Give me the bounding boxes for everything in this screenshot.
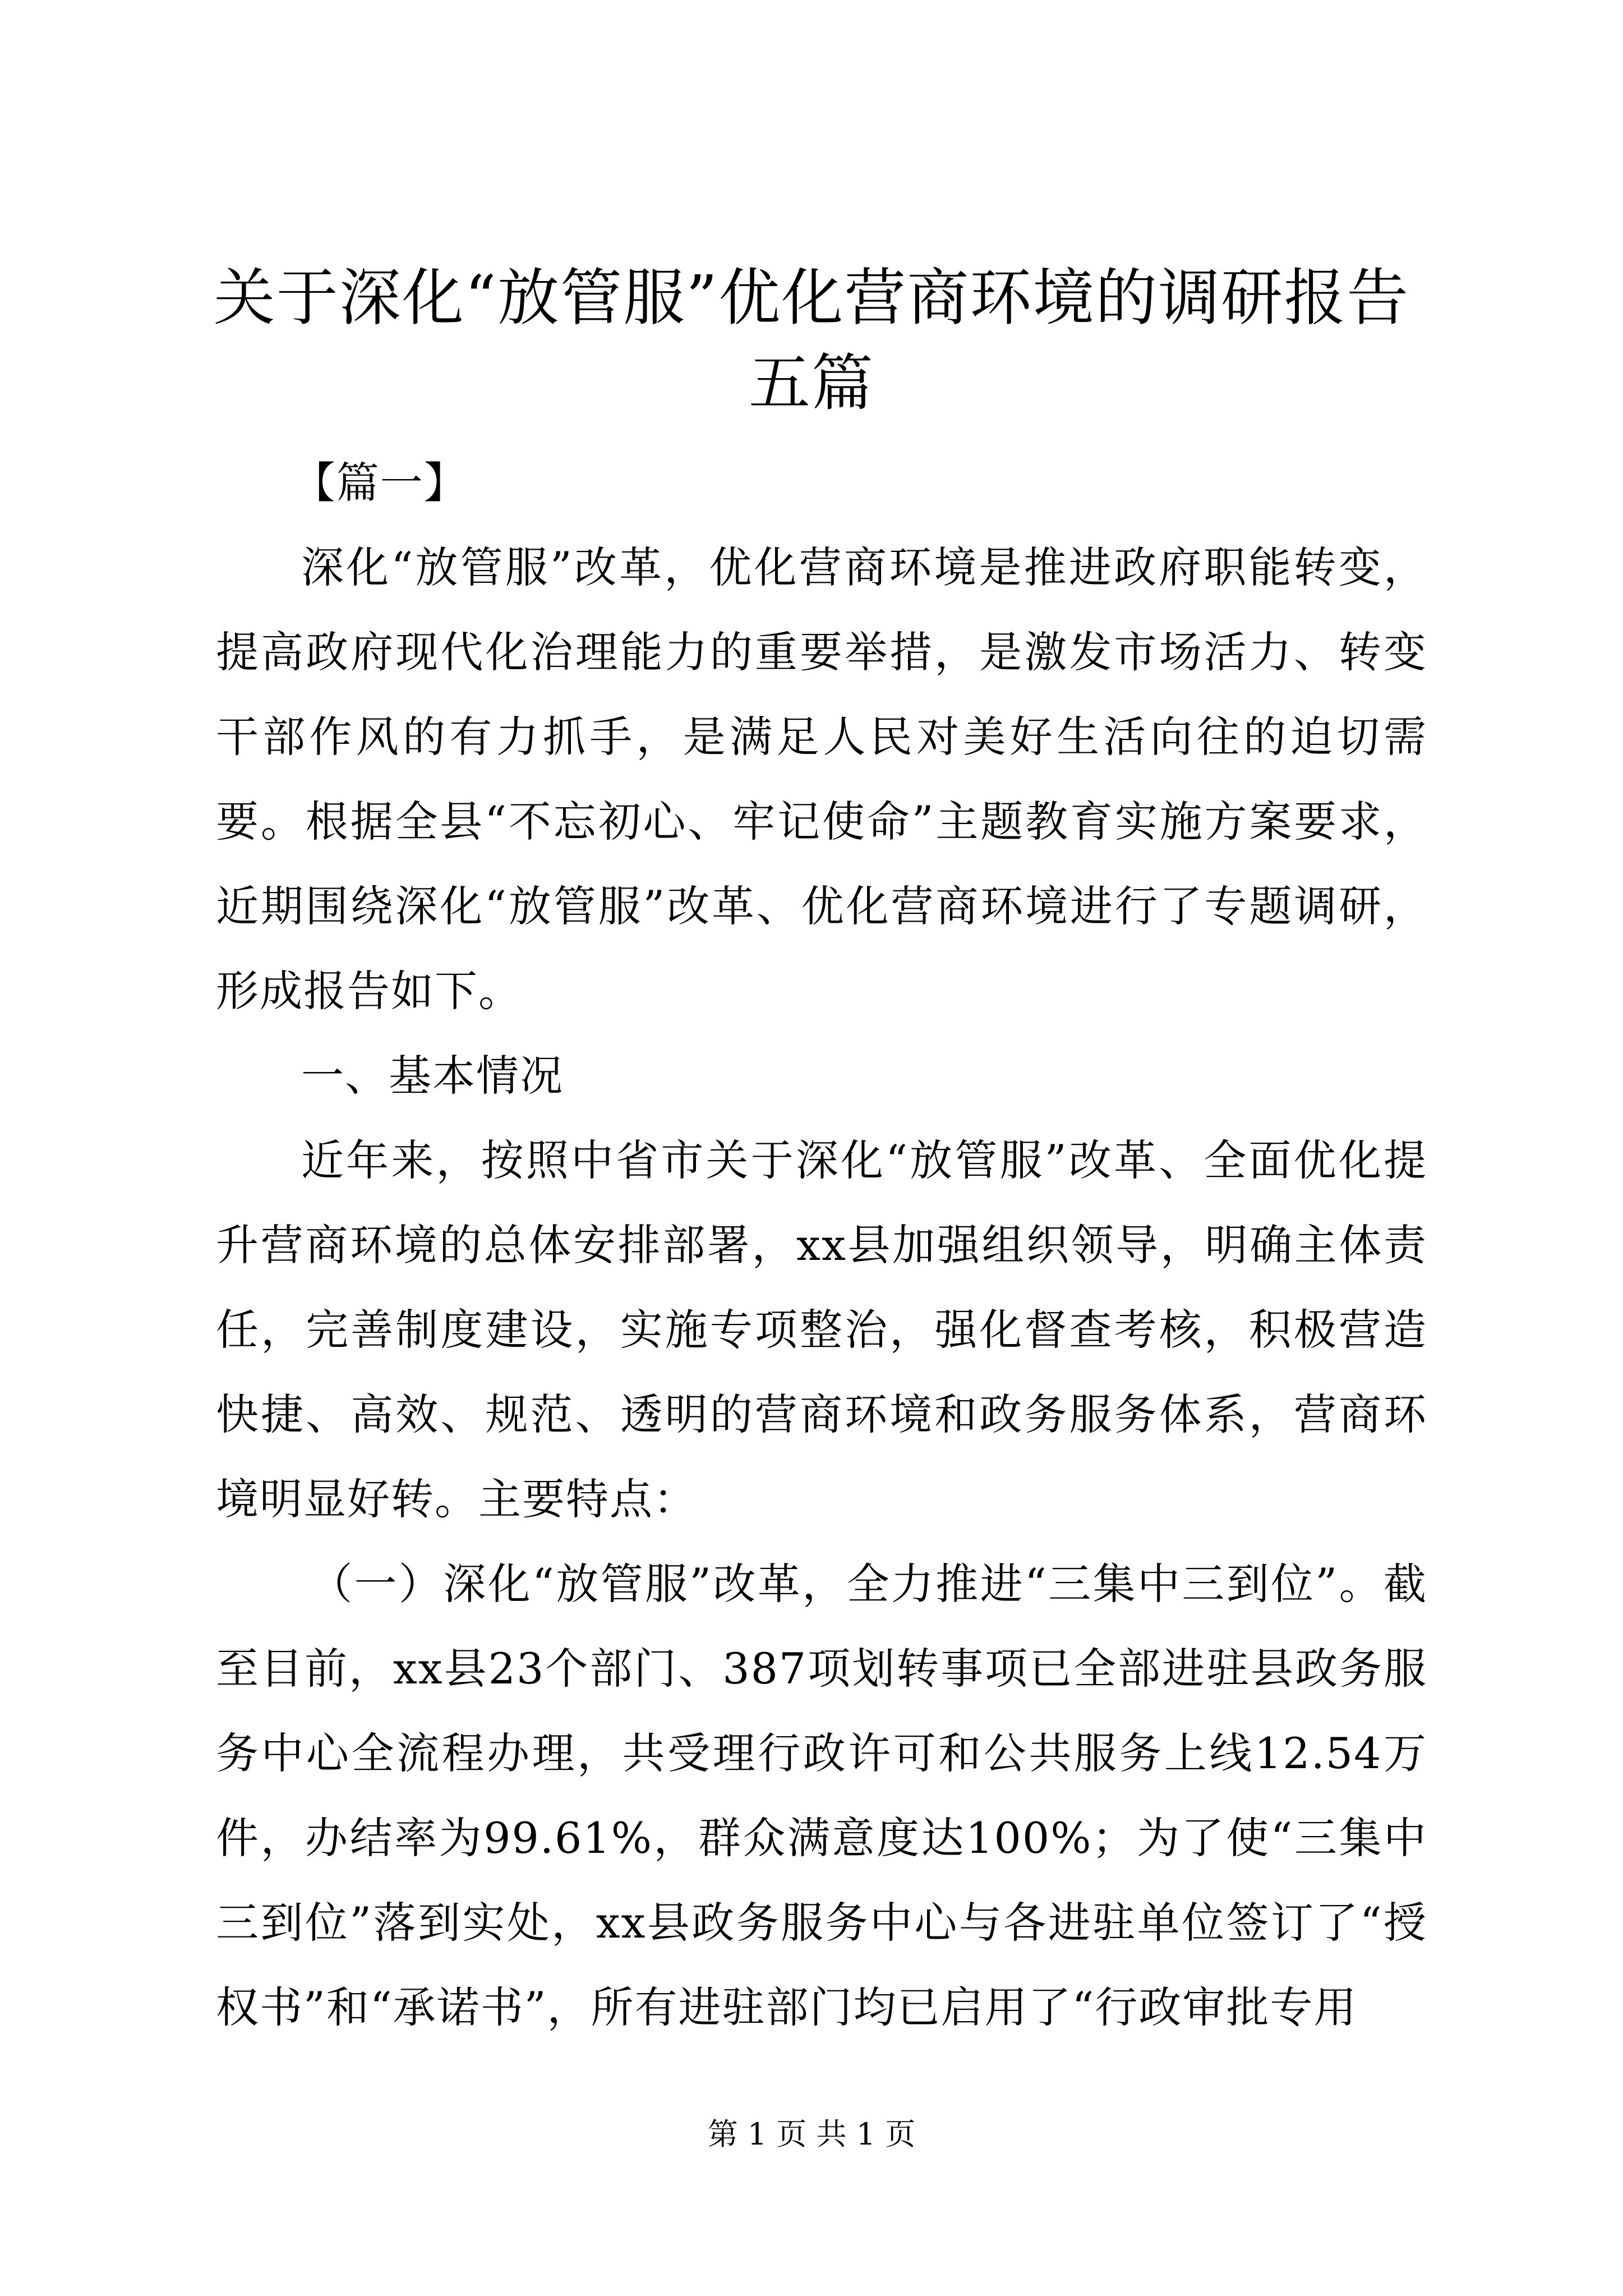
subsection-paragraph: （一）深化“放管服”改革，全力推进“三集中三到位”。截至目前，xx县23个部门、387项划转事项已全部进驻县政务服务中心全流程办理，共受理行政许可和公共服务上线12.54万件，办结率为99.61%，群众满意度达100%；为了使“三集中三到位”落到实处，xx县政务服务中心与各进驻单位签订了“授权书”和“承诺书”，所有进驻部门均已启用了“行政审批专用 — [216, 1559, 1427, 2032]
document-body — [216, 440, 1427, 2050]
overview-paragraph: 近年来，按照中省市关于深化“放管服”改革、全面优化提升营商环境的总体安排部署，xx县加强组织领导，明确主体责任，完善制度建设，实施专项整治，强化督查考核，积极营造快捷、高效、规范、透明的营商环境和政务服务体系，营商环境明显好转。主要特点： — [216, 1135, 1427, 1524]
intro-paragraph: 深化“放管服”改革，优化营商环境是推进政府职能转变，提高政府现代化治理能力的重要举措，是激发市场活力、转变干部作风的有力抓手，是满足人民对美好生活向往的迫切需要。根据全县“不忘初心、牢记使命”主题教育实施方案要求，近期围绕深化“放管服”改革、优化营商环境进行了专题调研，形成报告如下。 — [216, 542, 1427, 1016]
section-heading: 一、基本情况 — [301, 1051, 564, 1101]
document-title — [168, 255, 1455, 426]
title-line-2: 五篇 — [749, 347, 874, 419]
page-footer: 第 1 页 共 1 页 — [707, 2116, 916, 2152]
title-line-1: 关于深化“放管服”优化营商环境的调研报告 — [213, 262, 1410, 334]
section-marker: 【篇一】 — [292, 458, 468, 508]
